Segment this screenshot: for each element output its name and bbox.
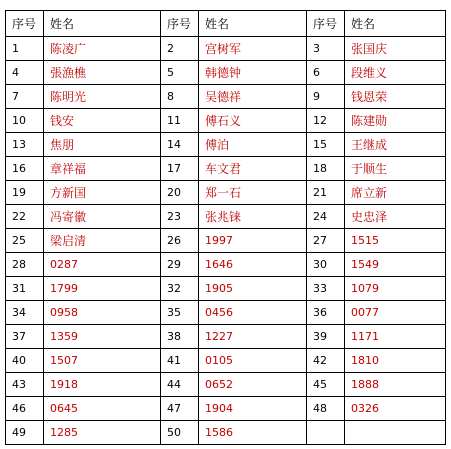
name-cell: 1549 [345,253,446,277]
index-cell: 12 [307,109,345,133]
index-cell: 40 [6,349,44,373]
name-cell: 0105 [199,349,307,373]
index-cell: 49 [6,421,44,445]
index-cell: 47 [161,397,199,421]
name-cell: 1905 [199,277,307,301]
index-cell: 9 [307,85,345,109]
index-header: 序号 [161,11,199,37]
index-cell: 6 [307,61,345,85]
name-cell: 韩德钟 [199,61,307,85]
name-cell: 1359 [44,325,161,349]
name-cell: 1997 [199,229,307,253]
index-cell: 28 [6,253,44,277]
table-row [6,205,446,229]
index-cell: 29 [161,253,199,277]
name-cell: 0077 [345,301,446,325]
table-row [6,37,446,61]
index-cell: 8 [161,85,199,109]
index-cell: 18 [307,157,345,181]
table-row [6,421,446,445]
roster-body [6,11,446,445]
index-cell: 42 [307,349,345,373]
name-cell: 傅石义 [199,109,307,133]
index-cell [307,421,345,445]
name-cell: 梁启清 [44,229,161,253]
name-cell: 冯寄徽 [44,205,161,229]
name-cell: 陈建勋 [345,109,446,133]
name-cell: 吴德祥 [199,85,307,109]
index-cell: 1 [6,37,44,61]
index-cell: 7 [6,85,44,109]
index-cell: 5 [161,61,199,85]
index-cell: 43 [6,373,44,397]
name-cell: 陈明光 [44,85,161,109]
index-cell: 39 [307,325,345,349]
table-row [6,397,446,421]
index-cell: 20 [161,181,199,205]
name-cell: 席立新 [345,181,446,205]
index-cell: 37 [6,325,44,349]
name-cell: 1646 [199,253,307,277]
index-cell: 14 [161,133,199,157]
name-cell: 1171 [345,325,446,349]
index-cell: 41 [161,349,199,373]
name-cell: 0958 [44,301,161,325]
index-cell: 13 [6,133,44,157]
index-cell: 31 [6,277,44,301]
index-cell: 10 [6,109,44,133]
name-header: 姓名 [199,11,307,37]
table-row [6,325,446,349]
table-row [6,133,446,157]
name-header: 姓名 [44,11,161,37]
table-row [6,181,446,205]
table-row [6,85,446,109]
index-cell: 34 [6,301,44,325]
index-cell: 24 [307,205,345,229]
index-cell: 33 [307,277,345,301]
index-cell: 27 [307,229,345,253]
name-cell: 1227 [199,325,307,349]
index-cell: 50 [161,421,199,445]
name-cell: 王继成 [345,133,446,157]
name-cell: 1079 [345,277,446,301]
index-cell: 45 [307,373,345,397]
name-cell: 1810 [345,349,446,373]
index-cell: 2 [161,37,199,61]
table-row [6,157,446,181]
name-cell: 车文君 [199,157,307,181]
table-row [6,277,446,301]
name-cell: 史忠泽 [345,205,446,229]
index-cell: 35 [161,301,199,325]
name-cell: 1888 [345,373,446,397]
index-cell: 30 [307,253,345,277]
name-cell: 张国庆 [345,37,446,61]
table-row [6,109,446,133]
table-row [6,373,446,397]
table-row [6,253,446,277]
index-cell: 44 [161,373,199,397]
name-cell: 張漁樵 [44,61,161,85]
index-cell: 15 [307,133,345,157]
name-header: 姓名 [345,11,446,37]
header-row [6,11,446,37]
name-cell: 钱恩荣 [345,85,446,109]
table-row [6,229,446,253]
name-cell: 1515 [345,229,446,253]
name-cell: 0287 [44,253,161,277]
name-cell: 1586 [199,421,307,445]
index-cell: 25 [6,229,44,253]
roster-table [5,10,446,445]
name-cell [345,421,446,445]
index-cell: 36 [307,301,345,325]
name-cell: 章祥福 [44,157,161,181]
name-cell: 方新国 [44,181,161,205]
index-cell: 22 [6,205,44,229]
name-cell: 0645 [44,397,161,421]
index-cell: 38 [161,325,199,349]
index-cell: 11 [161,109,199,133]
index-header: 序号 [307,11,345,37]
index-cell: 16 [6,157,44,181]
table-row [6,349,446,373]
table-row [6,301,446,325]
index-cell: 17 [161,157,199,181]
name-cell: 钱安 [44,109,161,133]
name-cell: 郑一石 [199,181,307,205]
name-cell: 1918 [44,373,161,397]
table-row [6,61,446,85]
name-cell: 段维义 [345,61,446,85]
name-cell: 1507 [44,349,161,373]
name-cell: 1799 [44,277,161,301]
name-cell: 1904 [199,397,307,421]
name-cell: 宫树军 [199,37,307,61]
index-header: 序号 [6,11,44,37]
name-cell: 陈凌广 [44,37,161,61]
index-cell: 23 [161,205,199,229]
index-cell: 19 [6,181,44,205]
index-cell: 48 [307,397,345,421]
name-cell: 张兆铼 [199,205,307,229]
name-cell: 于顺生 [345,157,446,181]
index-cell: 26 [161,229,199,253]
name-cell: 0652 [199,373,307,397]
index-cell: 4 [6,61,44,85]
name-cell: 焦朋 [44,133,161,157]
name-cell: 傅泊 [199,133,307,157]
index-cell: 46 [6,397,44,421]
name-cell: 1285 [44,421,161,445]
name-cell: 0326 [345,397,446,421]
index-cell: 32 [161,277,199,301]
index-cell: 3 [307,37,345,61]
index-cell: 21 [307,181,345,205]
name-cell: 0456 [199,301,307,325]
